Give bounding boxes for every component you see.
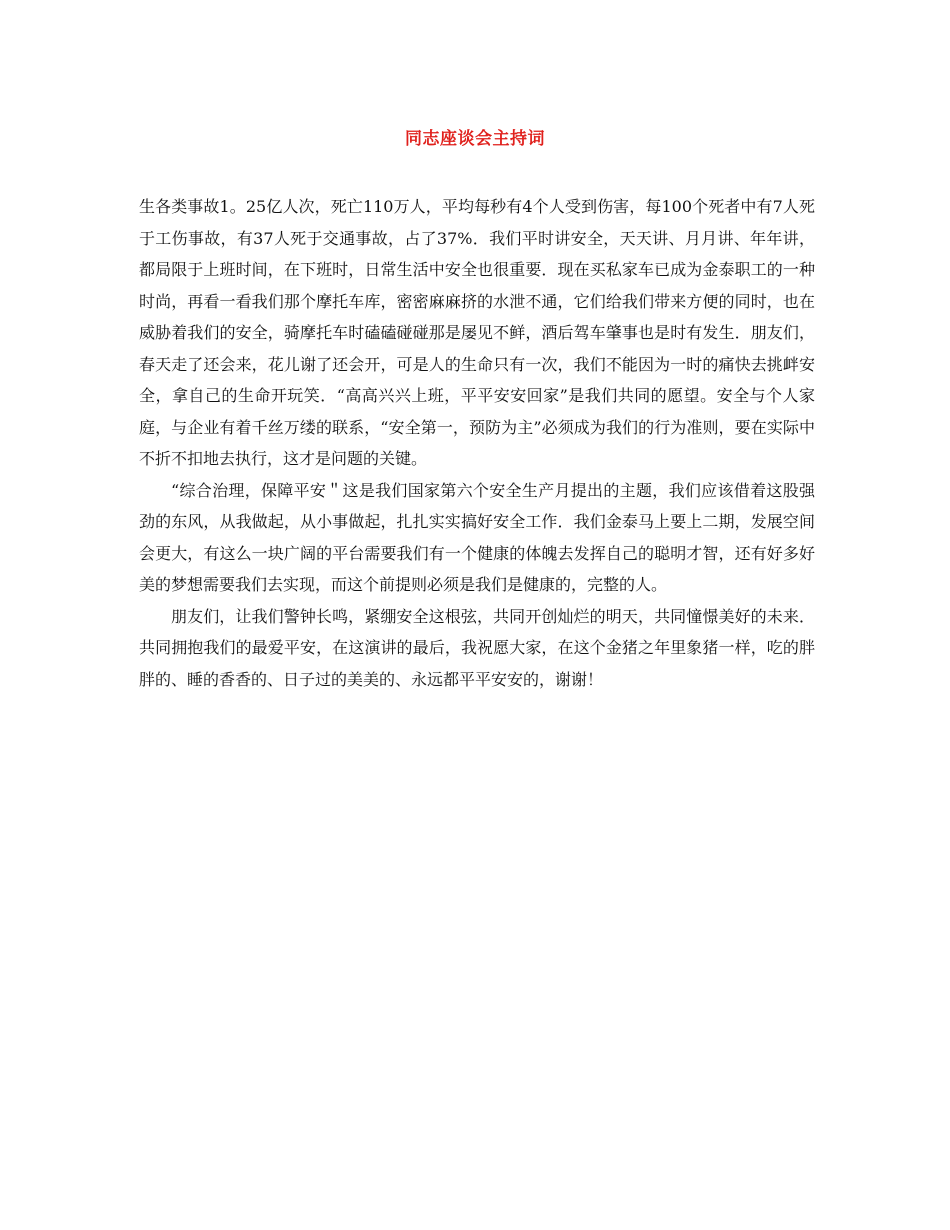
paragraph: “综合治理，保障平安＂这是我们国家第六个安全生产月提出的主题，我们应该借着这股强劲的东风，从我做起，从小事做起，扎扎实实搞好安全工作．我们金泰马上要上二期，发展空间会更大，有这么一块广阔的平台需要我们有一个健康的体魄去发挥自己的聪明才智，还有好多好美的梦想需要我们去实现，而这个前提则必须是我们是健康的，完整的人。 <box>139 480 815 594</box>
paragraph: 朋友们，让我们警钟长鸣，紧绷安全这根弦，共同开创灿烂的明天，共同憧憬美好的未来．共同拥抱我们的最爱平安，在这演讲的最后，我祝愿大家，在这个金猪之年里象猪一样，吃的胖胖的、睡的香香的、日子过的美美的、永远都平平安安的，谢谢！ <box>139 606 815 689</box>
document-title: 同志座谈会主持词 <box>405 129 545 149</box>
paragraph: 生各类事故1。25亿人次，死亡110万人，平均每秒有4个人受到伤害，每100个死者中有7人死于工伤事故，有37人死于交通事故，占了37%．我们平时讲安全，天天讲、月月讲、年年讲，都局限于上班时间，在下班时，日常生活中安全也很重要．现在买私家车已成为金泰职工的一种时尚，再看一看我们那个摩托车库，密密麻麻挤的水泄不通，它们给我们带来方便的同时，也在威胁着我们的安全，骑摩托车时磕磕碰碰那是屡见不鲜，酒后驾车肇事也是时有发生．朋友们，春天走了还会来，花儿谢了还会开，可是人的生命只有一次，我们不能因为一时的痛快去挑衅安全，拿自己的生命开玩笑．“高高兴兴上班，平平安安回家”是我们共同的愿望。安全与个人家庭，与企业有着千丝万缕的联系，“安全第一，预防为主”必须成为我们的行为准则，要在实际中不折不扣地去执行，这才是问题的关键。 <box>139 197 815 468</box>
document-body <box>139 191 815 695</box>
